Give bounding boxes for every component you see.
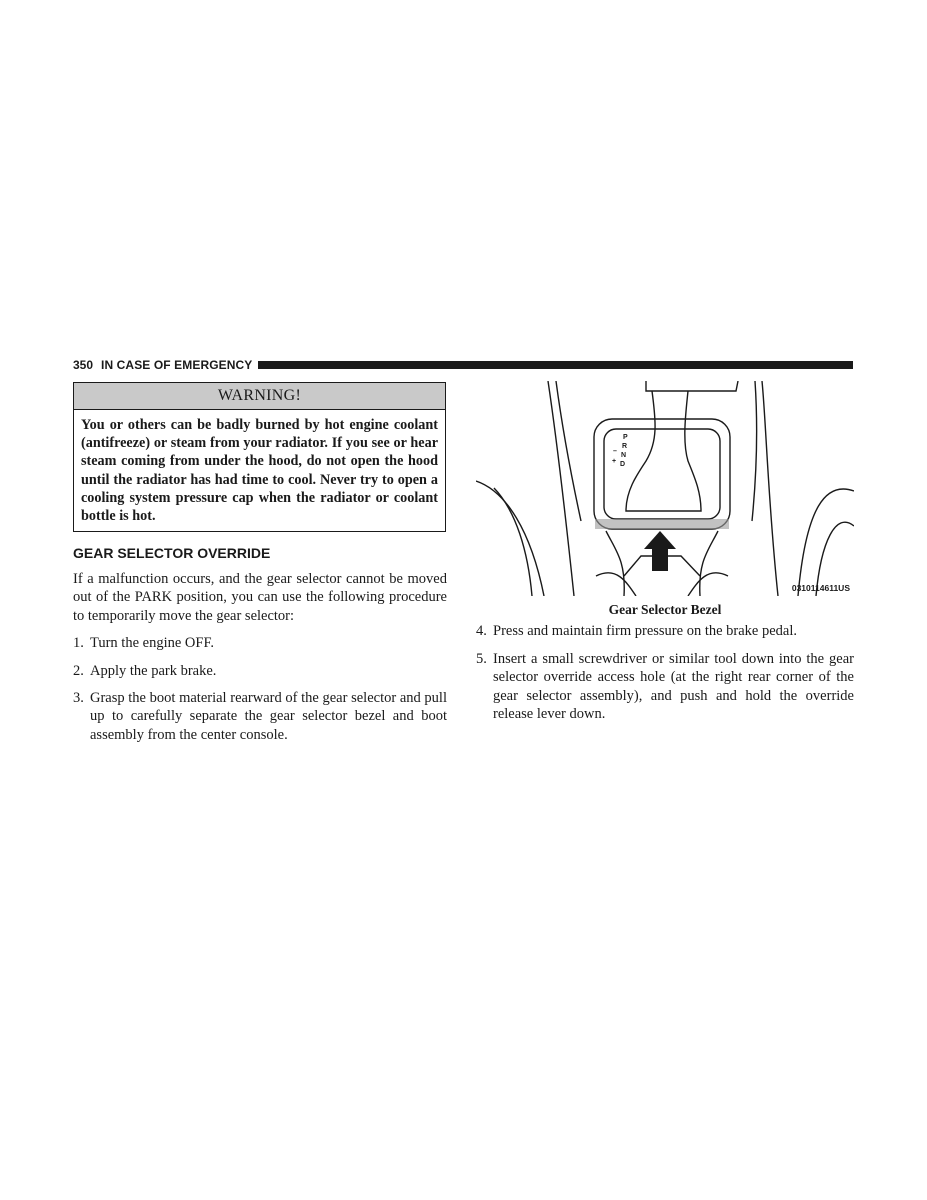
gear-selector-figure [476,381,854,596]
step-number: 5. [476,651,487,667]
step-text: Apply the park brake. [90,663,217,679]
shifter-label-d: D [620,461,626,468]
header-rule [258,361,853,369]
step-number: 1. [73,635,84,651]
step-1 [73,634,447,652]
page-number: 350 [73,358,94,372]
figure-caption: Gear Selector Bezel [608,602,722,617]
step-number: 4. [476,623,487,639]
shifter-label-n: N [621,452,627,459]
step-text: Press and maintain firm pressure on the brake pedal. [493,623,798,639]
shifter-label-plus: + [612,458,617,465]
section-heading: GEAR SELECTOR OVERRIDE [73,545,271,561]
warning-title: WARNING! [74,383,445,410]
step-text: Grasp the boot material rearward of the gear selector and pull up to carefully separate the gear selector bezel and boot assembly from the center console. [90,690,447,743]
intro-paragraph: If a malfunction occurs, and the gear selector cannot be moved out of the PARK position, you can use the following procedure to temporarily move the gear selector: [73,571,447,624]
up-arrow-icon [644,531,676,571]
step-number: 2. [73,663,84,679]
figure-code: 0310114611US [791,583,850,593]
page-header [73,358,853,372]
warning-text: You or others can be badly burned by hot engine coolant (antifreeze) or steam from your radiator. If you see or hear steam coming from under the hood, do not open the hood until the radiator has had time to cool. Never try to open a cooling system pressure cap when the radiator or coolant bottle is hot. [81,417,438,525]
step-text: Turn the engine OFF. [90,635,214,651]
step-4 [476,622,854,640]
shifter-label-p: P [623,434,628,441]
warning-box [73,382,446,532]
step-2 [73,662,447,680]
step-number: 3. [73,690,84,706]
bezel-shade [595,519,729,529]
step-3 [73,689,447,744]
step-5 [476,650,854,723]
section-title: IN CASE OF EMERGENCY [101,358,253,372]
step-text: Insert a small screwdriver or similar tool down into the gear selector override access hole (at the right rear corner of the gear selector assembly), and push and hold the override release lever down. [493,651,854,722]
shifter-label-minus: – [613,448,617,455]
shifter-label-r: R [622,443,628,450]
gear-selector-illustration [476,381,854,596]
